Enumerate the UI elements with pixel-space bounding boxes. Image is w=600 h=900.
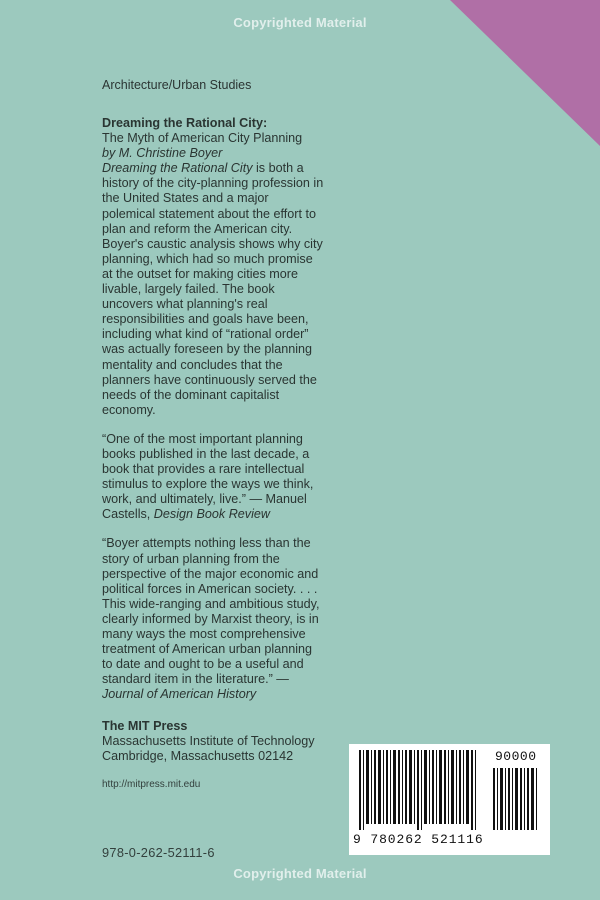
review-quote-2 <box>102 536 324 702</box>
review-quote-1 <box>102 432 324 523</box>
barcode-addon-number: 90000 <box>495 749 537 764</box>
review-quote-1-text: “One of the most important planning books published in the last decade, a book that provides a rare intellectual stimulus to explore the ways we think, work, and ultimately, live.” — Manuel Castells, <box>102 431 314 522</box>
review-quote-1-source: Design Book Review <box>153 507 270 522</box>
main-bars <box>359 750 476 830</box>
watermark-top: Copyrighted Material <box>233 15 367 30</box>
barcode <box>349 744 550 855</box>
watermark-bottom: Copyrighted Material <box>233 866 367 881</box>
barcode-digits: 9 780262 521116 <box>353 832 484 847</box>
review-quote-2-text: “Boyer attempts nothing less than the story of urban planning from the perspective of the major economic and political forces in American society. . . . This wide-ranging and ambitious study, clearly informed by Marxist theory, is in many ways the most comprehensive treatment of American urban planning to date and ought to be a useful and standard item in the literature.” — <box>102 536 320 687</box>
addon-bars <box>493 768 537 830</box>
publisher-line-1: Massachusetts Institute of Technology <box>102 734 315 749</box>
description-paragraph <box>102 161 324 418</box>
publisher-block <box>102 719 315 765</box>
review-quote-2-source: Journal of American History <box>102 687 257 702</box>
back-cover-text <box>102 116 324 702</box>
publisher-line-2: Cambridge, Massachusetts 02142 <box>102 749 294 764</box>
category-label: Architecture/Urban Studies <box>102 78 252 92</box>
byline: by M. Christine Boyer <box>102 146 223 161</box>
book-title: Dreaming the Rational City: <box>102 116 268 130</box>
book-subtitle: The Myth of American City Planning <box>102 131 303 146</box>
description-title: Dreaming the Rational City <box>102 161 253 176</box>
publisher-url: http://mitpress.mit.edu <box>102 779 201 790</box>
description-text: is both a history of the city-planning profession in the United States and a major polemical statement about the effort to plan and reform the American city. Boyer's caustic analysis shows why city planning, which had so much promise at the outset for making cities more livable, largely failed. The book uncovers what planning's real responsibilities and goals have been, including what kind of “rational order” was actually foreseen by the planning mentality and concludes that the planners have continuously served the needs of the dominant capitalist economy. <box>102 161 324 417</box>
isbn-number: 978-0-262-52111-6 <box>102 845 215 860</box>
publisher-name: The MIT Press <box>102 719 188 733</box>
